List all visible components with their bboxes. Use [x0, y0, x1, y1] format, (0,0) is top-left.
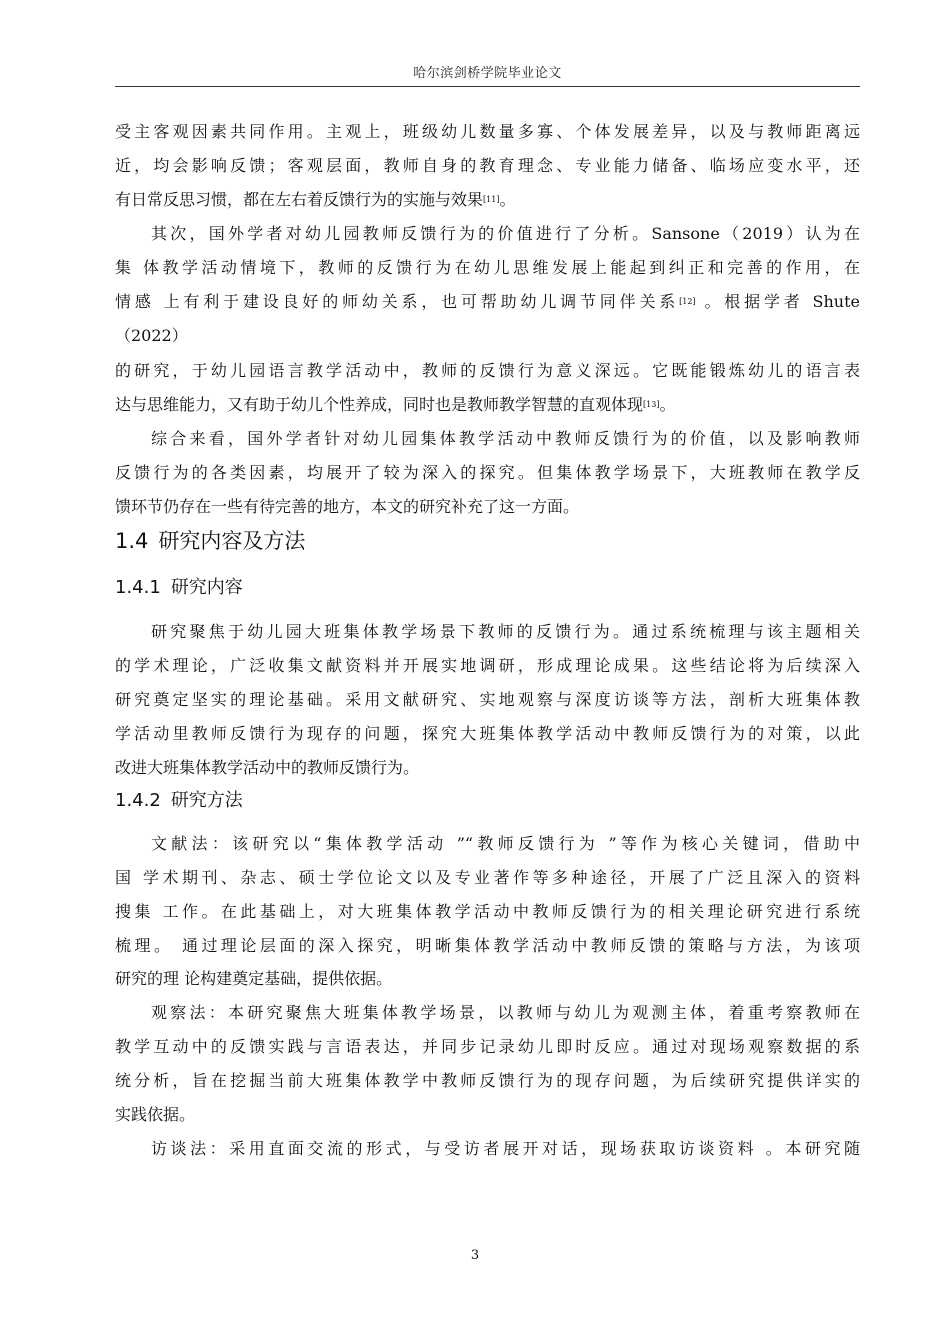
- citation-12[interactable]: [12]: [679, 297, 696, 306]
- subsection-number: 1.4.1: [115, 577, 161, 598]
- text-line: 研究奠定坚实的理论基础。采用文献研究、实地观察与深度访谈等方法，剖析大班集体教: [115, 690, 860, 709]
- text-line: 国 学术期刊、杂志、硕士学位论文以及专业著作等多种途径，开展了广泛且深入的资料: [115, 868, 860, 887]
- text-span: 。根据学者 Shute: [695, 292, 860, 311]
- text-line: 搜集 工作。在此基础上，对大班集体教学活动中教师反馈行为的相关理论研究进行系统: [115, 902, 860, 921]
- text-line: 实践依据。: [115, 1105, 196, 1124]
- text-span: 有日常反思习惯，都在左右着反馈行为的实施与效果: [115, 190, 484, 209]
- citation-13[interactable]: [13]: [643, 400, 660, 409]
- section-number: 1.4: [115, 529, 149, 553]
- text-line: （2022）: [115, 326, 188, 345]
- subsection-heading-1-4-1: [115, 576, 243, 600]
- text-line: 访谈法：采用直面交流的形式，与受访者展开对话，现场获取访谈资料 。本研究随: [151, 1139, 860, 1158]
- text-span: 。: [659, 395, 676, 414]
- text-line: 的学术理论，广泛收集文献资料并开展实地调研，形成理论成果。这些结论将为后续深入: [115, 656, 860, 675]
- text-line: 梳理。 通过理论层面的深入探究，明晰集体教学活动中教师反馈的策略与方法，为该项: [115, 936, 860, 955]
- text-line: 近，均会影响反馈；客观层面，教师自身的教育理念、专业能力储备、临场应变水平，还: [115, 156, 860, 175]
- text-line: 其次，国外学者对幼儿园教师反馈行为的价值进行了分析。Sansone（2019）认为在: [151, 224, 860, 243]
- text-line: 受主客观因素共同作用。主观上，班级幼儿数量多寡、个体发展差异，以及与教师距离远: [115, 122, 860, 141]
- text-line: 教学互动中的反馈实践与言语表达，并同步记录幼儿即时反应。通过对现场观察数据的系: [115, 1037, 860, 1056]
- text-line: 集 体教学活动情境下，教师的反馈行为在幼儿思维发展上能起到纠正和完善的作用，在: [115, 258, 860, 277]
- header-divider: [115, 86, 860, 87]
- text-span: 达与思维能力，又有助于幼儿个性养成，同时也是教师教学智慧的直观体现: [115, 395, 644, 414]
- text-line: 研究聚焦于幼儿园大班集体教学场景下教师的反馈行为。通过系统梳理与该主题相关: [151, 622, 860, 641]
- text-line: 的研究，于幼儿园语言教学活动中，教师的反馈行为意义深远。它既能锻炼幼儿的语言表: [115, 361, 860, 380]
- text-line: 馈环节仍存在一些有待完善的地方，本文的研究补充了这一方面。: [115, 497, 580, 516]
- subsection-title: 研究方法: [170, 790, 243, 811]
- text-span: 。: [499, 190, 516, 209]
- text-line: 研究的理 论构建奠定基础，提供依据。: [115, 969, 393, 988]
- subsection-number: 1.4.2: [115, 790, 161, 811]
- page-number: 3: [470, 1248, 480, 1263]
- subsection-title: 研究内容: [170, 577, 243, 598]
- text-line: [115, 395, 860, 415]
- section-heading-1-4: [115, 528, 305, 554]
- text-line: 学活动里教师反馈行为现存的问题，探究大班集体教学活动中教师反馈行为的对策，以此: [115, 724, 860, 743]
- text-line: [115, 292, 860, 312]
- text-span: 情感 上有利于建设良好的师幼关系，也可帮助幼儿调节同伴关系: [115, 292, 680, 311]
- text-line: 综合来看，国外学者针对幼儿园集体教学活动中教师反馈行为的价值，以及影响教师: [151, 429, 860, 448]
- text-line: 文献法：该研究以“集体教学活动 ”“教师反馈行为 ”等作为核心关键词，借助中: [151, 834, 860, 853]
- citation-11[interactable]: [11]: [483, 195, 500, 204]
- subsection-heading-1-4-2: [115, 789, 243, 813]
- section-title: 研究内容及方法: [158, 529, 306, 553]
- text-line: 改进大班集体教学活动中的教师反馈行为。: [115, 758, 420, 777]
- text-line: 反馈行为的各类因素，均展开了较为深入的探究。但集体教学场景下，大班教师在教学反: [115, 463, 860, 482]
- text-line: 观察法：本研究聚焦大班集体教学场景，以教师与幼儿为观测主体，着重考察教师在: [151, 1003, 860, 1022]
- text-line: 统分析，旨在挖掘当前大班集体教学中教师反馈行为的现存问题，为后续研究提供详实的: [115, 1071, 860, 1090]
- text-line: [115, 190, 860, 210]
- running-header: 哈尔滨剑桥学院毕业论文: [413, 66, 562, 81]
